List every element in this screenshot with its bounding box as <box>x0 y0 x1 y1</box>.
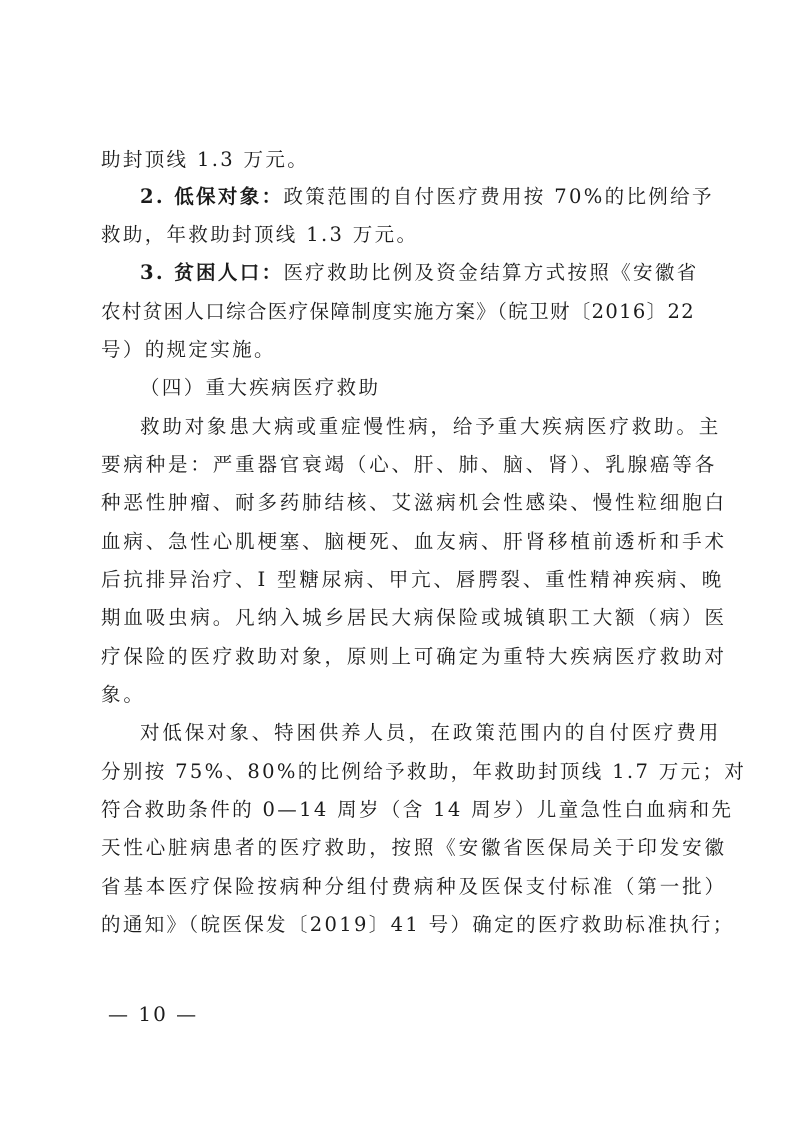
heading-low-income: 2. 低保对象： <box>140 185 284 208</box>
paragraph-line: 疗保险的医疗救助对象，原则上可确定为重特大疾病医疗救助对 <box>101 645 727 668</box>
paragraph-line: 的通知》（皖医保发〔2019〕41 号）确定的医疗救助标准执行； <box>101 913 735 936</box>
paragraph-line: 符合救助条件的 0—14 周岁（含 14 周岁）儿童急性白血病和先 <box>101 798 734 821</box>
paragraph-line: 后抗排异治疗、I 型糖尿病、甲亢、唇腭裂、重性精神疾病、晚 <box>101 568 725 591</box>
paragraph-text: 政策范围的自付医疗费用按 70%的比例给予 <box>283 185 714 208</box>
paragraph-line: 救助对象患大病或重症慢性病，给予重大疾病医疗救助。主 <box>140 415 722 438</box>
paragraph-line <box>140 263 699 283</box>
heading-poor-population: 3. 贫困人口： <box>140 261 284 284</box>
paragraph-line <box>140 187 714 207</box>
paragraph-line: 农村贫困人口综合医疗保障制度实施方案》（皖卫财〔2016〕22 <box>101 300 696 323</box>
paragraph-line: 血病、急性心肌梗塞、脑梗死、血友病、肝肾移植前透析和手术 <box>101 530 727 553</box>
section-heading: （四）重大疾病医疗救助 <box>140 376 381 399</box>
paragraph-line: 象。 <box>101 683 146 706</box>
paragraph-line: 天性心脏病患者的医疗救助，按照《安徽省医保局关于印发安徽 <box>101 836 727 859</box>
paragraph-line: 期血吸虫病。凡纳入城乡居民大病保险或城镇职工大额（病）医 <box>101 606 727 629</box>
paragraph-line: 分别按 75%、80%的比例给予救助，年救助封顶线 1.7 万元；对 <box>101 760 747 783</box>
paragraph-line: 省基本医疗保险按病种分组付费病种及医保支付标准（第一批） <box>101 875 727 898</box>
paragraph-line: 要病种是：严重器官衰竭（心、肝、肺、脑、肾）、乳腺癌等各 <box>101 453 718 476</box>
page-number: — 10 — <box>108 1002 199 1026</box>
paragraph-line: 种恶性肿瘤、耐多药肺结核、艾滋病机会性感染、慢性粒细胞白 <box>101 491 727 514</box>
paragraph-line: 救助，年救助封顶线 1.3 万元。 <box>101 223 419 246</box>
paragraph-text: 医疗救助比例及资金结算方式按照《安徽省 <box>283 261 699 284</box>
paragraph-line: 对低保对象、特困供养人员，在政策范围内的自付医疗费用 <box>140 721 722 744</box>
paragraph-line: 助封顶线 1.3 万元。 <box>101 148 310 171</box>
paragraph-line: 号）的规定实施。 <box>101 338 276 361</box>
